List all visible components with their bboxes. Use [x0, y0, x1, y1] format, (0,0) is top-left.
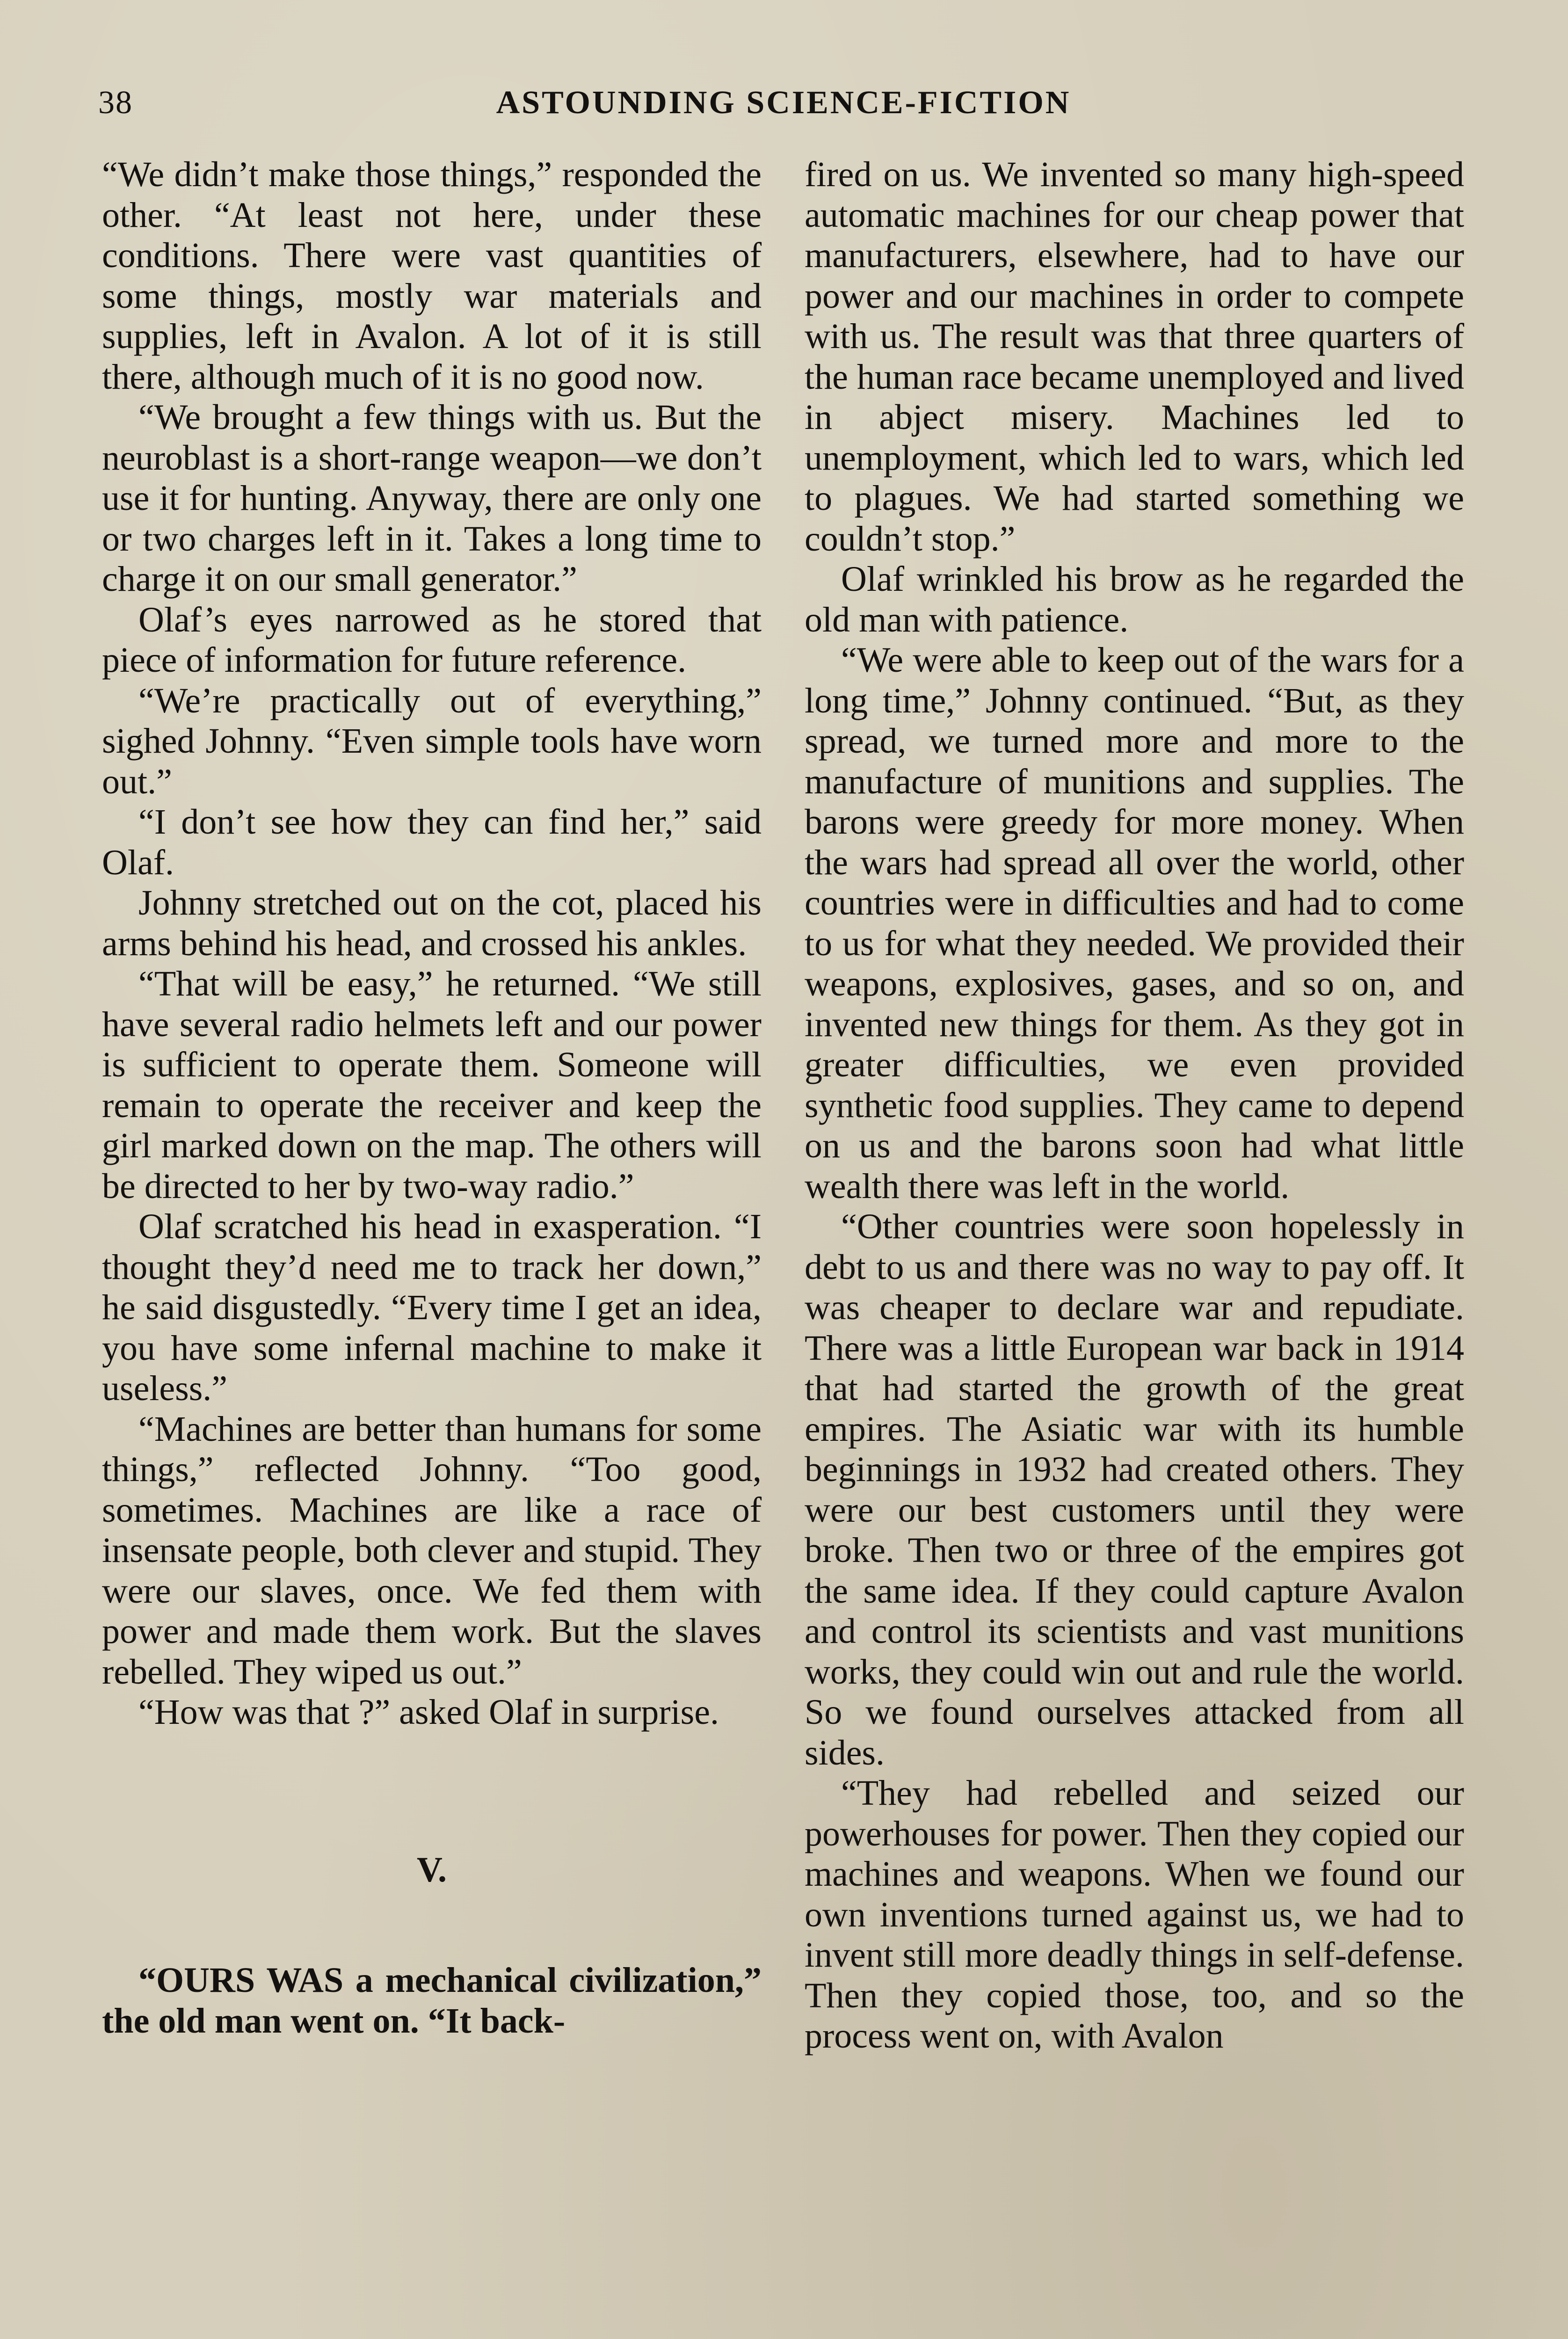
- paragraph: “We brought a few things with us. But the neuroblast is a short-range weapon—we don’t use it for hunting. Anyway, there are only one or two charges left in it. Takes a long time to charge it on our small generator.”: [102, 398, 762, 599]
- running-title: ASTOUNDING SCIENCE-FICTION: [496, 85, 1071, 121]
- paragraph: “We didn’t make those things,” responded the other. “At least not here, under these conditions. There were vast quantities of some things, mostly war materials and supplies, left in Avalon. A lot of it is still there, although much of it is no good now.: [102, 155, 762, 397]
- left-column: [102, 154, 762, 2041]
- page-number: 38: [98, 85, 133, 121]
- page-header: [98, 84, 1469, 126]
- paragraph: “We were able to keep out of the wars for a long time,” Johnny continued. “But, as they spread, we turned more and more to the manufacture of munitions and supplies. The barons were greedy for more money. When the wars had spread all over the world, other countries were in difficulties and had to come to us for what they needed. We provided their weapons, explosives, gases, and so on, and invented new things for them. As they got in greater difficulties, we even provided synthetic food supplies. They came to depend on us and the barons soon had what little wealth there was left in the world.: [805, 640, 1464, 1206]
- paragraph: Olaf scratched his head in exasperation. “I thought they’d need me to track her down,” he said disgustedly. “Every time I get an idea, you have some infernal machine to make it useless.”: [102, 1207, 762, 1408]
- section-lead-paragraph: “OURS WAS a mechanical civilization,” the old man went on. “It back-: [102, 1961, 762, 2041]
- paragraph: “We’re practically out of everything,” sighed Johnny. “Even simple tools have worn out.”: [102, 681, 762, 801]
- paragraph: fired on us. We invented so many high-speed automatic machines for our cheap power that manufacturers, elsewhere, had to have our power and our machines in order to compete with us. The result was that three quarters of the human race became unemployed and lived in abject misery. Machines led to unemployment, which led to wars, which led to plagues. We had started something we couldn’t stop.”: [805, 155, 1464, 559]
- paragraph: “That will be easy,” he returned. “We still have several radio helmets left and our power is sufficient to operate them. Someone will remain to operate the receiver and keep the girl marked down on the map. The others will be directed to her by two-way radio.”: [102, 964, 762, 1206]
- paragraph: “How was that ?” asked Olaf in surprise.: [138, 1693, 719, 1732]
- section-heading: V.: [416, 1850, 447, 1889]
- paragraph: Johnny stretched out on the cot, placed his arms behind his head, and crossed his ankles.: [102, 883, 762, 963]
- paragraph: “Other countries were soon hopelessly in debt to us and there was no way to pay off. It was cheaper to declare war and repudiate. There was a little European war back in 1914 that had started the growth of the great empires. The Asiatic war with its humble beginnings in 1932 had created others. They were our best customers until they were broke. Then two or three of the empires got the same idea. If they could capture Avalon and control its scientists and vast munitions works, they could win out and rule the world. So we found ourselves attacked from all sides.: [805, 1207, 1464, 1772]
- paragraph: “They had rebelled and seized our powerhouses for power. Then they copied our machines and weapons. When we found our own inventions turned against us, we had to invent still more deadly things in self-defense. Then they copied those, too, and so the process went on, with Avalon: [805, 1773, 1464, 2056]
- paragraph: Olaf’s eyes narrowed as he stored that piece of information for future reference.: [102, 600, 762, 680]
- paragraph: Olaf wrinkled his brow as he regarded the old man with patience.: [805, 559, 1464, 639]
- paragraph: “Machines are better than humans for some things,” reflected Johnny. “Too good, sometimes. Machines are like a race of insensate people, both clever and stupid. They were our slaves, once. We fed them with power and made them work. But the slaves rebelled. They wiped us out.”: [102, 1409, 762, 1692]
- paragraph: “I don’t see how they can find her,” said Olaf.: [102, 802, 762, 882]
- right-column: [805, 154, 1464, 2056]
